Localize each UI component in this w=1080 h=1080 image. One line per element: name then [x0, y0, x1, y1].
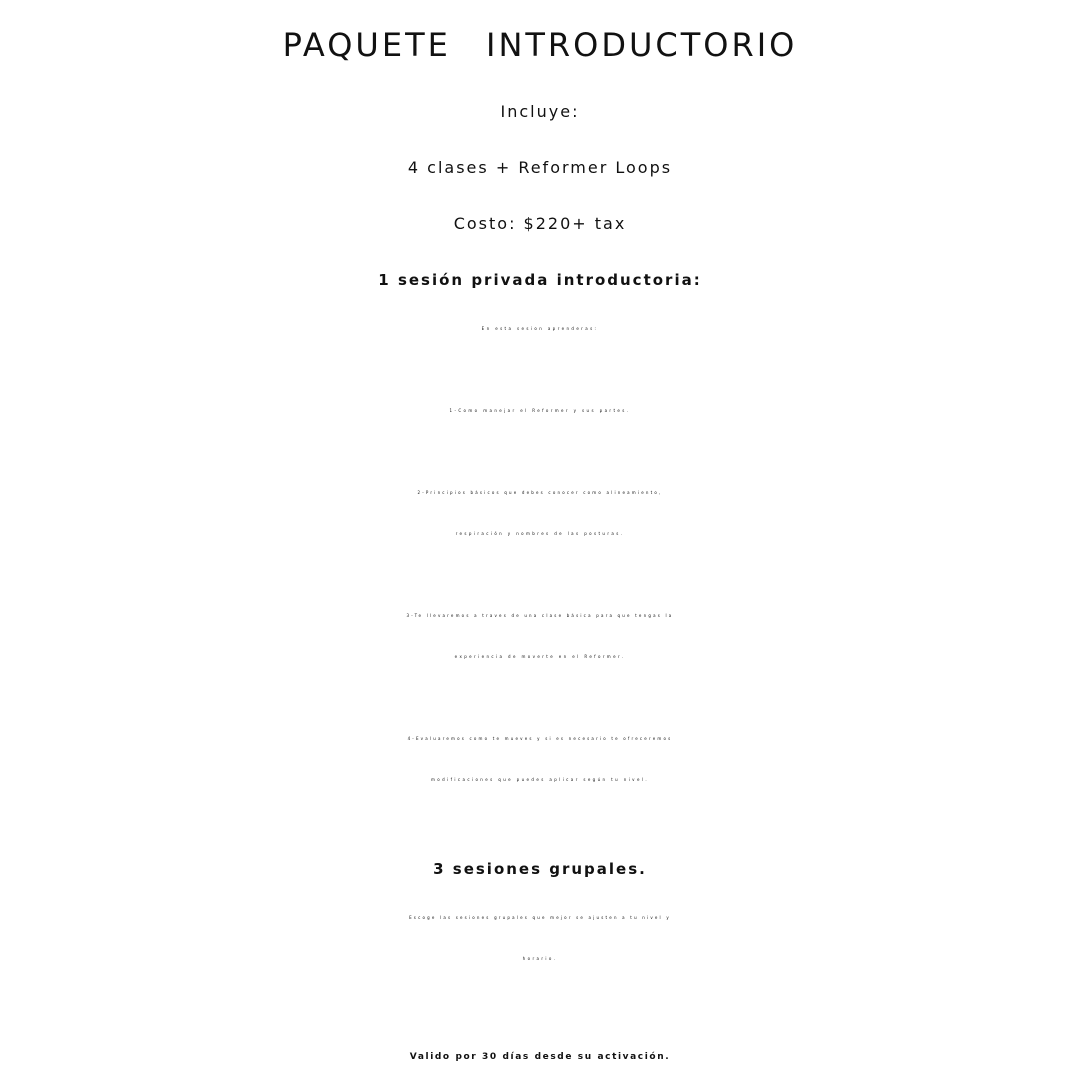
- validity-note: Valido por 30 días desde su activación.: [409, 1052, 671, 1062]
- list-item-1: 1-Como manejar el Reformer y sus partes.: [449, 408, 631, 413]
- package-contents: 4 clases + Reformer Loops: [407, 158, 673, 177]
- private-session-heading: 1 sesión privada introductoria:: [378, 271, 702, 289]
- list-item-4-line-2: modificaciones que puedes aplicar según tu nivel.: [430, 777, 649, 782]
- list-item-2-line-1: 2-Principios básicos que debes conocer como alineamiento,: [417, 490, 663, 495]
- package-title: PAQUETE INTRODUCTORIO: [282, 26, 798, 64]
- list-item-3-line-1: 3-Te llevaremos a traves de una clase básica para que tengas la: [406, 613, 674, 618]
- private-session-intro: En esta sesion aprenderas:: [481, 326, 599, 331]
- group-sessions-description-line-2: horario.: [522, 956, 558, 961]
- list-item-2-line-2: respiración y nombres de las posturas.: [455, 531, 625, 536]
- list-item-4-line-1: 4-Evaluaremos como te mueves y si es necesario te ofreceremos: [407, 736, 673, 741]
- group-sessions-description-line-1: Escoge las sesiones grupales que mejor se ajusten a tu nivel y: [409, 915, 671, 920]
- list-item-3-line-2: experiencia de moverte en el Reformer.: [454, 654, 626, 659]
- group-sessions-heading: 3 sesiones grupales.: [433, 860, 647, 878]
- includes-label: Incluye:: [500, 102, 580, 121]
- package-cost: Costo: $220+ tax: [453, 214, 627, 233]
